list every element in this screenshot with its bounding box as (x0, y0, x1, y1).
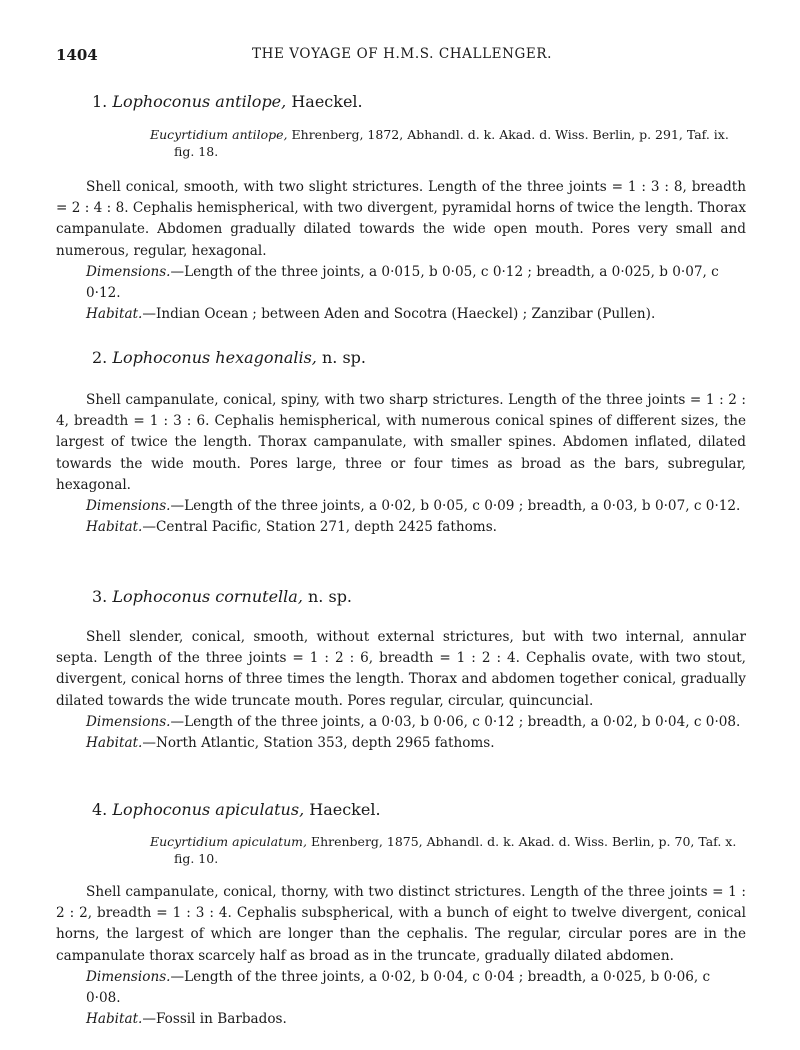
dimensions-line (56, 496, 746, 517)
species-number: 3. (92, 587, 108, 606)
species-title (56, 92, 746, 112)
species-author: Haeckel. (291, 92, 363, 111)
species-description: Shell slender, conical, smooth, without external strictures, but with two internal, annular septa. Length of the three joints = 1 : 2 : 6, breadth = 1 : 2 : 4. Cephalis ovate, with two stout, divergent, conical horns of three times the length. Thorax and abdomen together conical, gradually dilated towards the wide truncate mouth. Pores regular, circular, quincuncial. (56, 629, 746, 709)
dimensions-line (56, 262, 746, 304)
species-title (56, 587, 746, 607)
species-author: Haeckel. (309, 800, 381, 819)
habitat-line (56, 304, 746, 325)
species-entry-4 (56, 800, 746, 1030)
species-name: Lophoconus apiculatus, (112, 800, 305, 819)
habitat-line (56, 1009, 746, 1030)
habitat-text: —Fossil in Barbados. (142, 1011, 287, 1028)
synonym-reference (56, 126, 746, 160)
habitat-line (56, 733, 746, 754)
dimensions-text: —Length of the three joints, a 0·03, b 0·06, c 0·12 ; breadth, a 0·02, b 0·04, c 0·08. (170, 713, 741, 730)
habitat-label: Habitat. (86, 306, 143, 323)
species-name: Lophoconus antilope, (112, 92, 287, 111)
dimensions-text: —Length of the three joints, a 0·02, b 0·05, c 0·09 ; breadth, a 0·03, b 0·07, c 0·12. (170, 498, 741, 515)
species-description: Shell campanulate, conical, thorny, with two distinct strictures. Length of the three joints = 1 : 2 : 2, breadth = 1 : 3 : 4. Cephalis subspherical, with a bunch of eight to twelve divergent, conical horns, the largest of which are longer than the cephalis. The regular, circular pores are in the campanulate thorax scarcely half as broad as in the truncate, gradually dilated abdomen. (56, 884, 746, 964)
species-name: Lophoconus cornutella, (112, 587, 303, 606)
species-number: 2. (92, 348, 108, 367)
page-number: 1404 (56, 46, 98, 64)
dimensions-text: —Length of the three joints, a 0·015, b 0·05, c 0·12 ; breadth, a 0·025, b 0·07, c 0·12. (86, 263, 719, 302)
dimensions-label: Dimensions. (86, 968, 171, 985)
dimensions-label: Dimensions. (86, 263, 171, 280)
species-title (56, 800, 746, 820)
species-number: 1. (92, 92, 108, 111)
synonym-citation: Ehrenberg, 1872, Abhandl. d. k. Akad. d. Wiss. Berlin, p. 291, Taf. ix. fig. 18. (174, 127, 729, 159)
habitat-text: —Indian Ocean ; between Aden and Socotra (Haeckel) ; Zanzibar (Pullen). (142, 306, 656, 323)
synonym-name: Eucyrtidium antilope, (150, 127, 288, 142)
species-name: Lophoconus hexagonalis, (112, 348, 317, 367)
synonym-name: Eucyrtidium apiculatum, (150, 834, 307, 849)
synonym-citation: Ehrenberg, 1875, Abhandl. d. k. Akad. d. Wiss. Berlin, p. 70, Taf. x. fig. 10. (174, 834, 737, 866)
synonym-reference (56, 833, 746, 867)
species-description: Shell conical, smooth, with two slight strictures. Length of the three joints = 1 : 3 : 8, breadth = 2 : 4 : 8. Cephalis hemispherical, with two divergent, pyramidal horns of twice the length. Thorax campanulate. Abdomen gradually dilated towards the wide open mouth. Pores very small and numerous, regular, hexagonal. (56, 179, 746, 259)
species-author: n. sp. (321, 348, 366, 367)
species-title (56, 348, 746, 368)
dimensions-line (56, 712, 746, 733)
dimensions-text: —Length of the three joints, a 0·02, b 0·04, c 0·04 ; breadth, a 0·025, b 0·06, c 0·08. (86, 968, 711, 1007)
species-description: Shell campanulate, conical, spiny, with two sharp strictures. Length of the three joints = 1 : 2 : 4, breadth = 1 : 3 : 6. Cephalis hemispherical, with numerous conical spines of different sizes, the largest of twice the length. Thorax campanulate, with smaller spines. Abdomen inflated, dilated towards the wide mouth. Pores large, three or four times as broad as the bars, subregular, hexagonal. (56, 392, 746, 493)
habitat-line (56, 517, 746, 538)
dimensions-line (56, 967, 746, 1009)
species-author: n. sp. (308, 587, 353, 606)
species-entry-2 (56, 348, 746, 538)
habitat-label: Habitat. (86, 519, 143, 536)
habitat-text: —Central Pacific, Station 271, depth 2425 fathoms. (142, 519, 497, 536)
habitat-text: —North Atlantic, Station 353, depth 2965 fathoms. (142, 735, 495, 752)
species-number: 4. (92, 800, 108, 819)
dimensions-label: Dimensions. (86, 498, 171, 515)
species-entry-1 (56, 92, 746, 325)
page-header (56, 46, 748, 70)
habitat-label: Habitat. (86, 1011, 143, 1028)
running-title: THE VOYAGE OF H.M.S. CHALLENGER. (251, 46, 553, 62)
species-entry-3 (56, 587, 746, 754)
habitat-label: Habitat. (86, 735, 143, 752)
dimensions-label: Dimensions. (86, 713, 171, 730)
